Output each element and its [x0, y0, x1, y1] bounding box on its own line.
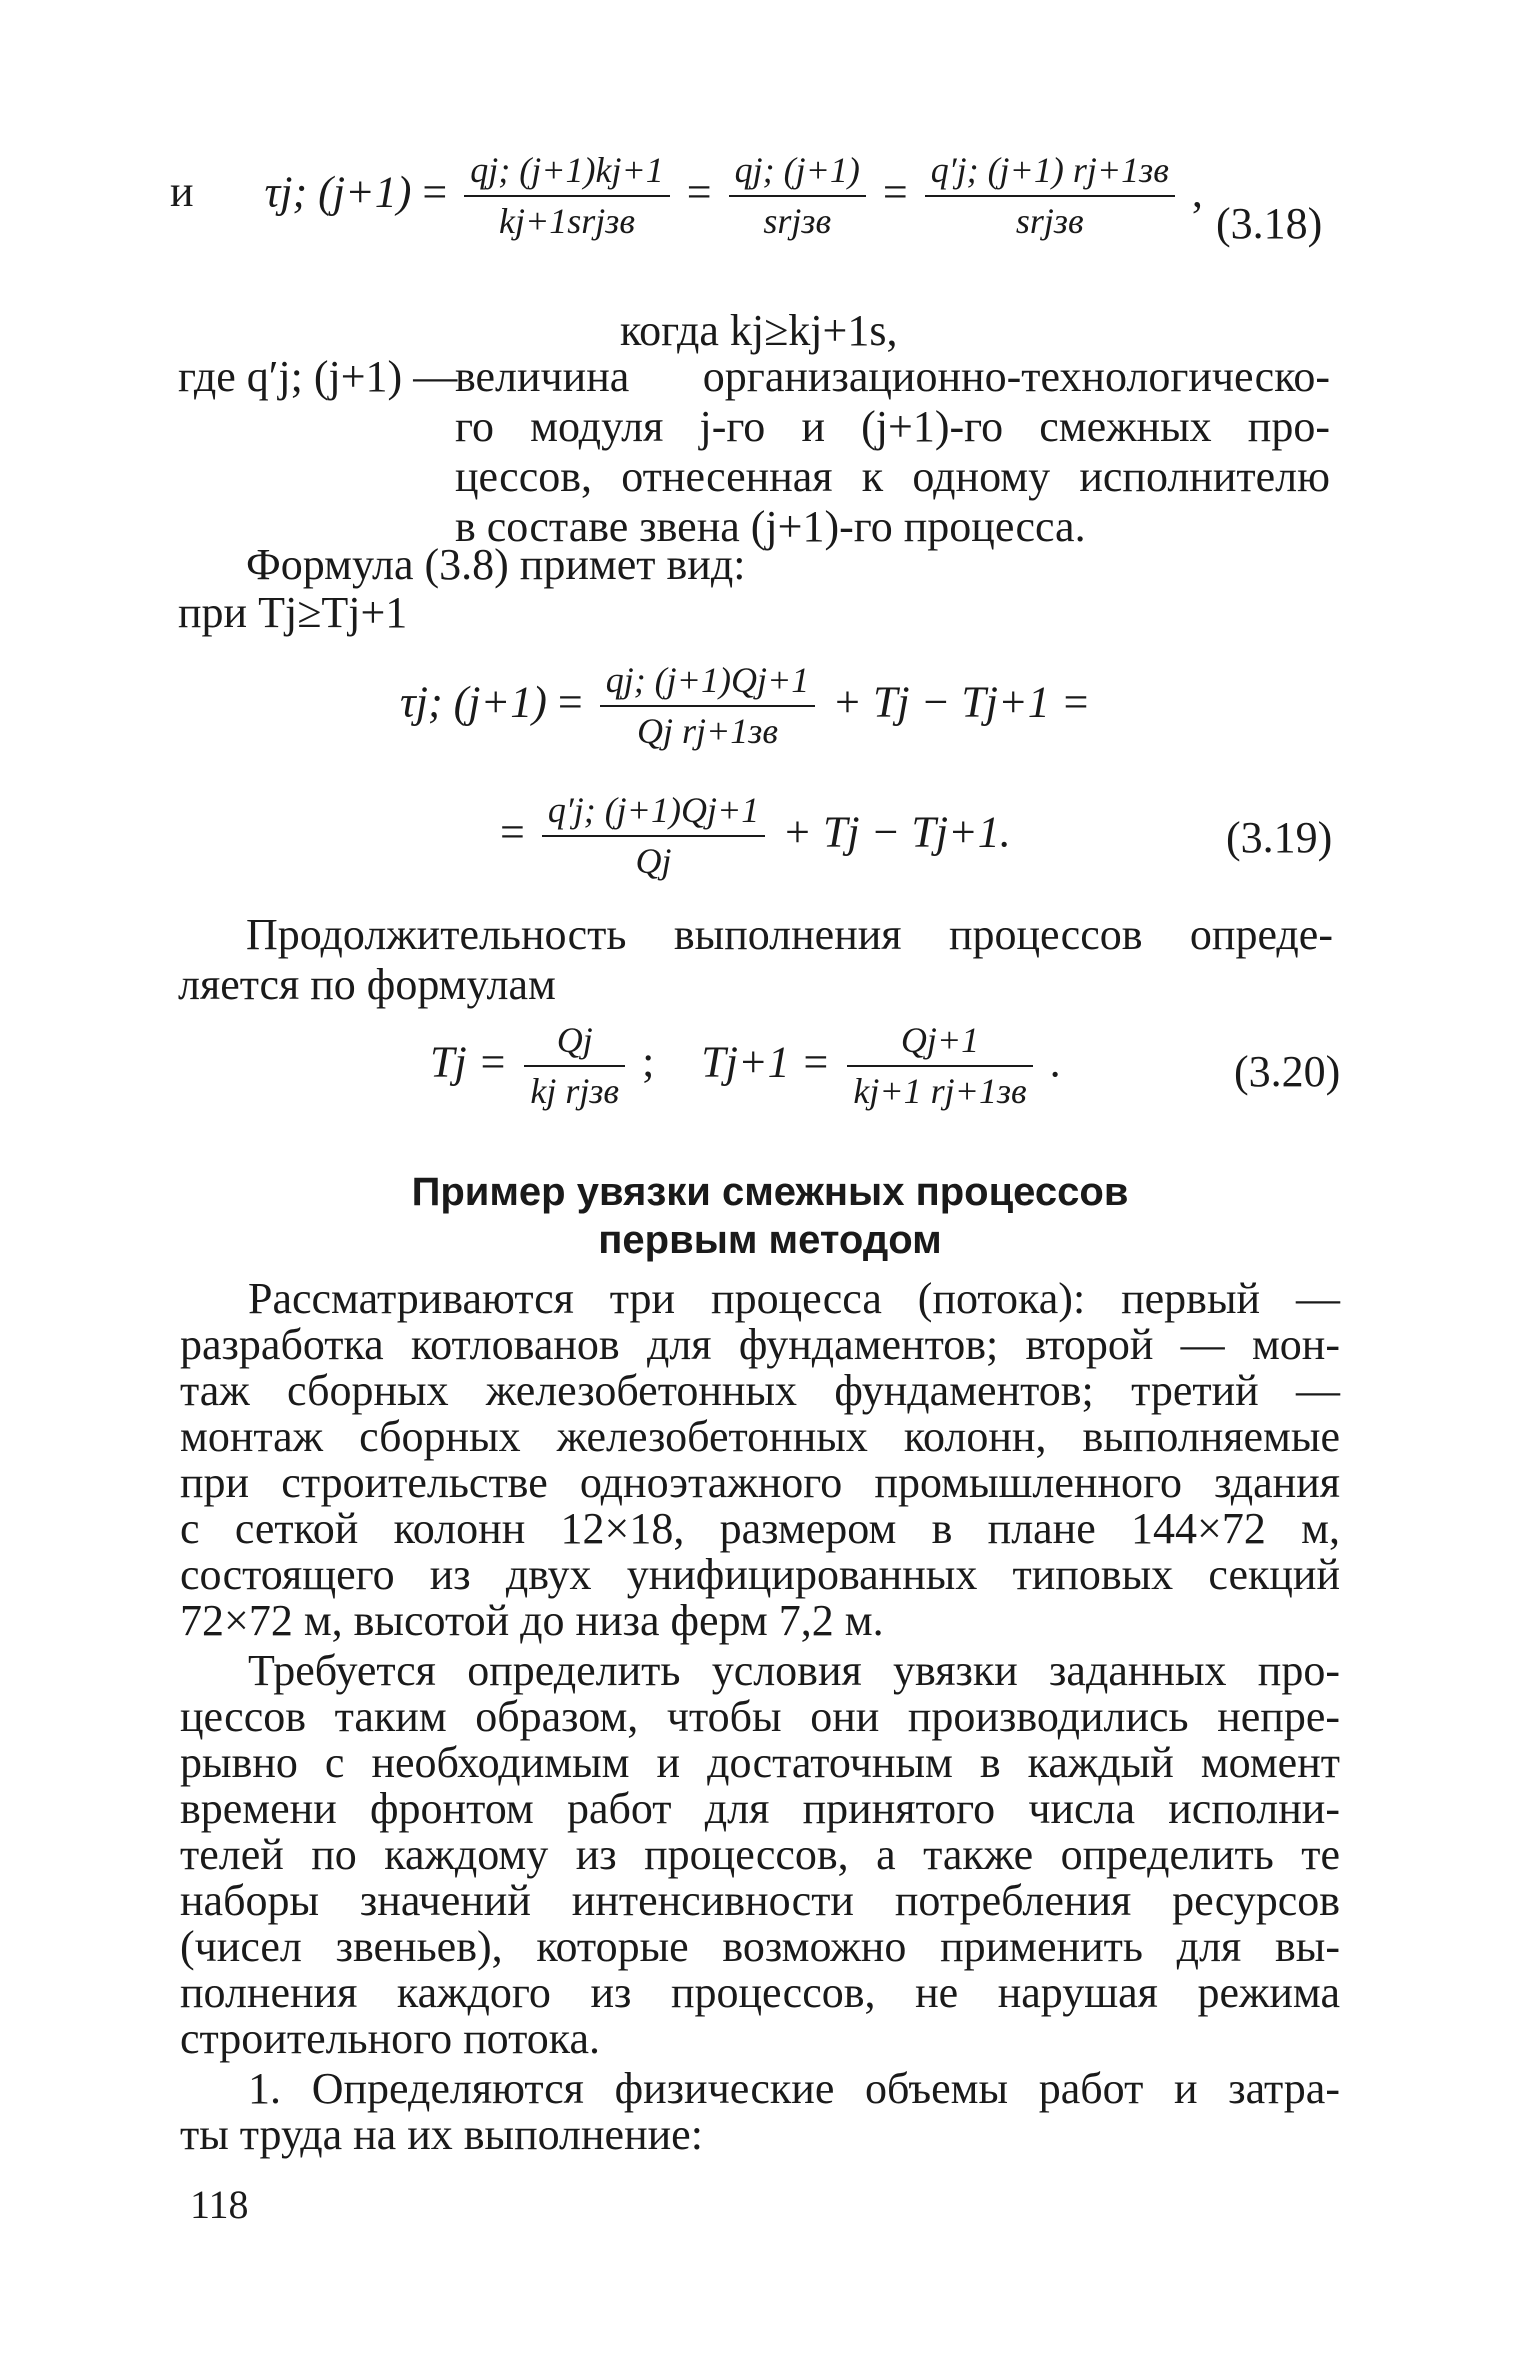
eq320-number: (3.20)	[1234, 1047, 1341, 1096]
where-description	[455, 352, 1330, 552]
eq318-fraction-1: $\frac{qj; (j+1)kj+1}{\text{kj+1srjзв}}$	[464, 150, 670, 243]
formula-condition: при Tj≥Tj+1	[178, 588, 408, 637]
eq318-lead: и	[170, 167, 194, 217]
where-line: величина организационно-технологическо-	[455, 352, 1330, 401]
equation-3-19-line-1: τj; (j+1) = $\frac{qj; (j+1)Qj+1}{\text{Qj rj+1зв}}$ + Tj − Tj+1 =	[400, 660, 1091, 752]
where-line: го модуля j-го и (j+1)-го смежных про-	[455, 402, 1330, 451]
eq318-fraction-2: $\frac{qj; (j+1)}{\text{srjзв}}$	[729, 150, 866, 243]
eq320-lhs-2: Tj+1 =	[701, 1037, 831, 1087]
formula-intro: Формула (3.8) примет вид:	[246, 540, 746, 589]
eq320-fraction-2: $\frac{Qj+1}{kj+1 rj+1зв}$	[847, 1020, 1032, 1113]
where-line: в составе звена (j+1)-го процесса.	[455, 502, 1086, 551]
eq319-lhs: τj; (j+1)	[400, 677, 547, 727]
eq318-lhs: τj; (j+1)	[264, 167, 412, 217]
eq318-fraction-3: $\frac{q'j; (j+1) rj+1зв}{\text{srjзв}}$	[925, 150, 1175, 243]
equation-3-19-line-2: = $\frac{q'j; (j+1)Qj+1}{Qj}$ + Tj − Tj+1.	[500, 790, 1011, 882]
paragraph-1: Рассматриваются три процесса (потока): первый — разработка котлованов для фундаментов; второй — мон- таж сборных железобетонных фундаментов; третий — монтаж сборных железобетонных колонн, выполняемые при строительстве одноэтажного промышленного здания с сеткой колонн 12×18, размером в плане 144×72 м, состоящего из двух унифицированных типовых секций 72×72 м, высотой до низа ферм 7,2 м.	[180, 1274, 1340, 1645]
paragraph-3: 1. Определяются физические объемы работ и затра- ты труда на их выполнение:	[180, 2064, 1340, 2159]
eq319-fraction-2: $\frac{q'j; (j+1)Qj+1}{Qj}$	[542, 790, 765, 883]
eq319-tail-1: + Tj − Tj+1 =	[832, 677, 1091, 727]
section-heading: Пример увязки смежных процессов первым методом	[411, 1170, 1129, 1262]
eq319-number: (3.19)	[1226, 813, 1333, 862]
eq319-fraction-1: $\frac{qj; (j+1)Qj+1}{\text{Qj rj+1зв}}$	[600, 660, 816, 753]
duration-text: Продолжительность выполнения процессов опреде- ляется по формулам	[178, 910, 1333, 1009]
equation-3-20: Tj = $\frac{Qj}{\text{kj rjзв}}$ ; Tj+1 = $\frac{Qj+1}{kj+1 rj+1зв}$ .	[430, 1020, 1061, 1112]
where-term: где q′j; (j+1) —	[178, 352, 458, 401]
page-number: 118	[190, 2182, 249, 2227]
eq318-number: (3.18)	[1216, 199, 1323, 248]
where-line: цессов, отнесенная к одному исполнителю	[455, 452, 1330, 501]
eq320-fraction-1: $\frac{Qj}{\text{kj rjзв}}$	[524, 1020, 625, 1113]
eq320-lhs-1: Tj =	[430, 1037, 508, 1087]
equation-3-18: и τj; (j+1) = $\frac{qj; (j+1)kj+1}{\text{kj+1srjзв}}$ = $\frac{qj; (j+1)}{\text{srjзв}}$ = $\frac{q'j; (j+1) rj+1зв}{\text{srjзв}}$ ,	[170, 150, 1203, 242]
eq319-tail-2: + Tj − Tj+1.	[782, 807, 1011, 857]
eq320-separator: ;	[642, 1037, 655, 1087]
paragraph-2: Требуется определить условия увязки заданных про- цессов таким образом, чтобы они производились непре- рывно с необходимым и достаточным в каждый момент времени фронтом работ для принятого числа исполни- телей по каждому из процессов, а также определить те наборы значений интенсивности потребления ресурсов (чисел звеньев), которые возможно применить для вы- полнения каждого из процессов, не нарушая режима строительного потока.	[180, 1646, 1340, 2063]
condition-line: когда kj≥kj+1s,	[620, 306, 898, 355]
